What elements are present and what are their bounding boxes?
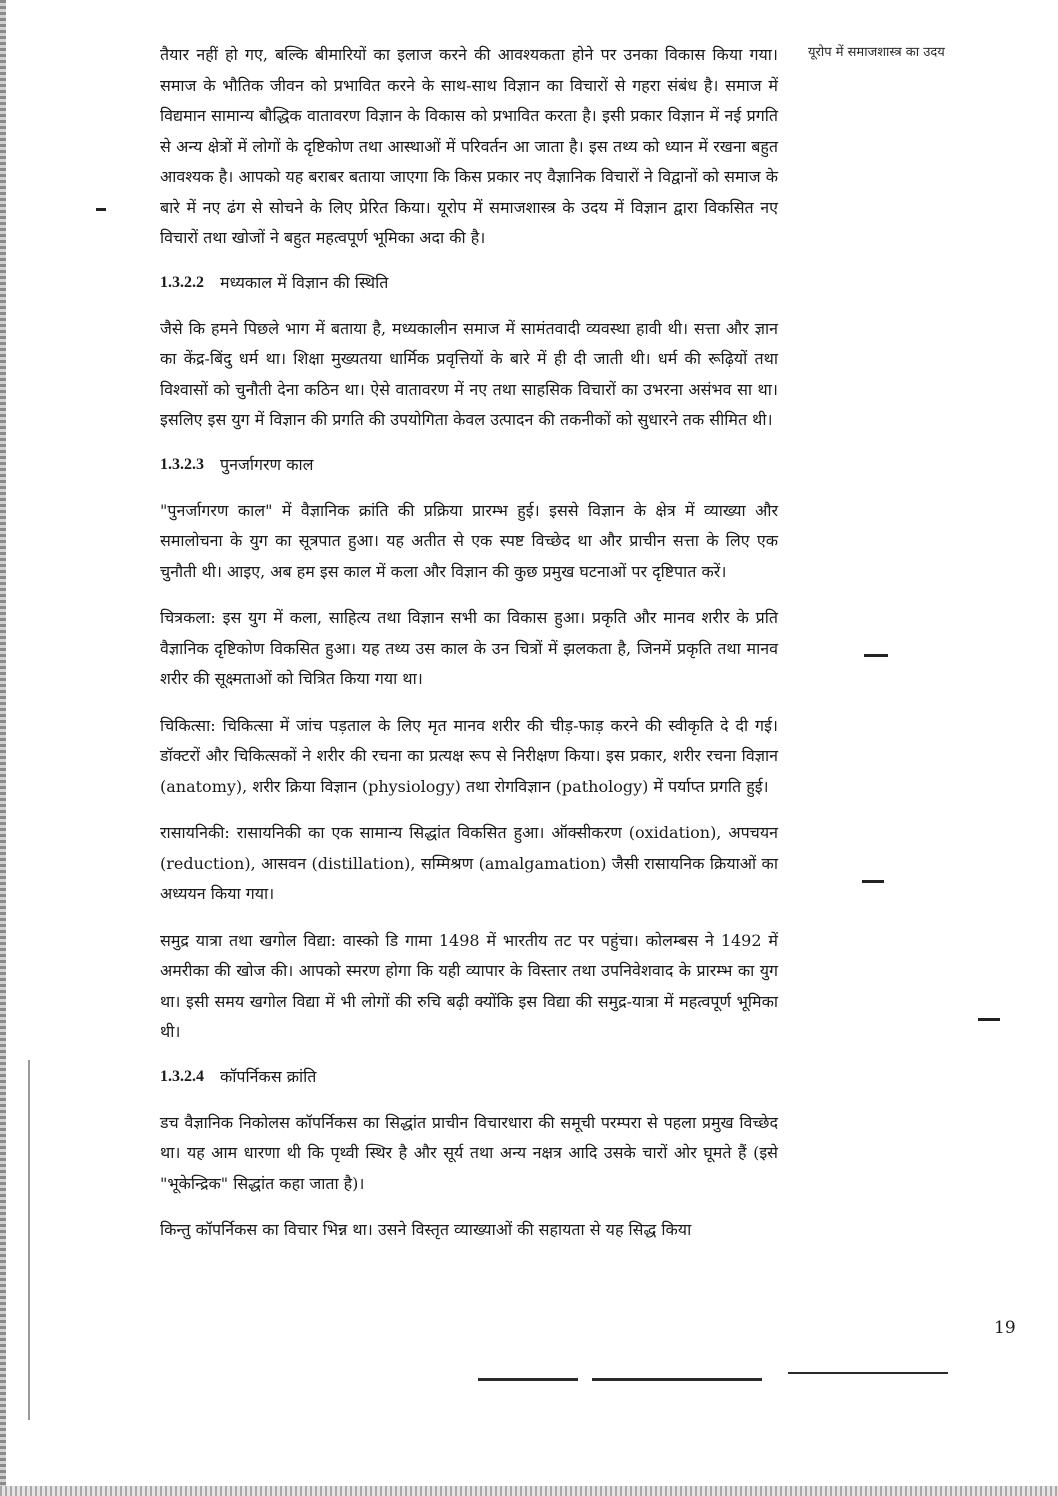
paragraph-copernicus-continued: किन्तु कॉपर्निकस का विचार भिन्न था। उसने विस्तृत व्याख्याओं की सहायता से यह सिद्ध किया [160, 1220, 692, 1239]
paragraph-renaissance: "पुनर्जागरण काल" में वैज्ञानिक क्रांति की प्रक्रिया प्रारम्भ हुई। इससे विज्ञान के क्षेत्र में व्याख्या और समालोचना के युग का सूत्रपात हुआ। यह अतीत से एक स्पष्ट विच्छेद था और प्राचीन सत्ता के लिए एक चुनौती थी। आइए, अब हम इस काल में कला और विज्ञान की कुछ प्रमुख घटनाओं पर दृष्टिपात करें। [160, 500, 778, 581]
section-number: 1.3.2.2 [160, 273, 204, 291]
paragraph-painting: चित्रकला: इस युग में कला, साहित्य तथा विज्ञान सभी का विकास हुआ। प्रकृति और मानव शरीर के प्रति वैज्ञानिक दृष्टिकोण विकसित हुआ। यह तथ्य उस काल के उन चित्रों में झलकता है, जिनमें प्रकृति तथा मानव शरीर की सूक्ष्मताओं को चित्रित किया गया था। [160, 608, 778, 688]
section-heading-1-3-2-3 [160, 452, 778, 478]
paragraph-medicine: चिकित्सा: चिकित्सा में जांच पड़ताल के लिए मृत मानव शरीर की चीड़-फाड़ करने की स्वीकृति दे दी गई। डॉक्टरों और चिकित्सकों ने शरीर की रचना का प्रत्यक्ष रूप से निरीक्षण किया। इस प्रकार, शरीर रचना विज्ञान (anatomy), शरीर क्रिया विज्ञान (physiology) तथा रोगविज्ञान (pathology) में पर्याप्त प्रगति हुई। [160, 715, 778, 796]
scan-dash-mark [862, 880, 884, 883]
section-title: पुनर्जागरण काल [220, 454, 314, 474]
scan-dash-mark [864, 654, 888, 657]
scan-bottom-edge [0, 1486, 1058, 1496]
paragraph-chemistry: रासायनिकी: रासायनिकी का एक सामान्य सिद्धांत विकसित हुआ। ऑक्सीकरण (oxidation), अपचयन (reduction), आसवन (distillation), सम्मिश्रण (amalgamation) जैसी रासायनिक क्रियाओं का अध्ययन किया गया। [160, 823, 778, 903]
paragraph-navigation-astronomy: समुद्र यात्रा तथा खगोल विद्या: वास्को डि गामा 1498 में भारतीय तट पर पहुंचा। कोलम्बस ने 1492 में अमरीका की खोज की। आपको स्मरण होगा कि यही व्यापार के विस्तार तथा उपनिवेशवाद के प्रारम्भ का युग था। इसी समय खगोल विद्या में भी लोगों की रुचि बढ़ी क्योंकि इस विद्या की समुद्र-यात्रा में महत्वपूर्ण भूमिका थी। [160, 930, 778, 1041]
footer-rule-left [478, 1378, 578, 1381]
scan-dash-mark [96, 208, 106, 211]
footer-rule-right [788, 1372, 948, 1374]
scan-left-edge [0, 0, 6, 1496]
scan-binding-mark [28, 1060, 30, 1420]
paragraph-medieval-science: जैसे कि हमने पिछले भाग में बताया है, मध्यकालीन समाज में सामंतवादी व्यवस्था हावी थी। सत्ता और ज्ञान का केंद्र-बिंदु धर्म था। शिक्षा मुख्यतया धार्मिक प्रवृत्तियों के बारे में ही दी जाती थी। धर्म की रूढ़ियों तथा विश्वासों को चुनौती देना कठिन था। ऐसे वातावरण में नए तथा साहसिक विचारों का उभरना असंभव सा था। इसलिए इस युग में विज्ञान की प्रगति की उपयोगिता केवल उत्पादन की तकनीकों को सुधारने तक सीमित थी। [160, 318, 778, 429]
section-number: 1.3.2.3 [160, 455, 204, 473]
section-heading-1-3-2-4 [160, 1064, 778, 1090]
page-body [160, 40, 778, 1262]
section-title: मध्यकाल में विज्ञान की स्थिति [220, 272, 389, 292]
section-title: कॉपर्निकस क्रांति [220, 1066, 317, 1086]
section-number: 1.3.2.4 [160, 1067, 204, 1085]
paragraph-copernicus: डच वैज्ञानिक निकोलस कॉपर्निकस का सिद्धांत प्राचीन विचारधारा की समूची परम्परा से पहला प्रमुख विच्छेद था। यह आम धारणा थी कि पृथ्वी स्थिर है और सूर्य तथा अन्य नक्षत्र आदि उसके चारों ओर घूमते हैं (इसे "भूकेन्द्रिक" सिद्धांत कहा जाता है)। [160, 1112, 779, 1193]
paragraph-science-and-ideas: तैयार नहीं हो गए, बल्कि बीमारियों का इलाज करने की आवश्यकता होने पर उनका विकास किया गया। समाज के भौतिक जीवन को प्रभावित करने के साथ-साथ विज्ञान का विचारों से गहरा संबंध है। समाज में विद्यमान सामान्य बौद्धिक वातावरण विज्ञान के विकास को प्रभावित करता है। इसी प्रकार विज्ञान में नई प्रगति से अन्य क्षेत्रों में लोगों के दृष्टिकोण तथा आस्थाओं में परिवर्तन आ जाता है। इस तथ्य को ध्यान में रखना बहुत आवश्यक है। आपको यह बराबर बताया जाएगा कि किस प्रकार नए वैज्ञानिक विचारों ने विद्वानों को समाज के बारे में नए ढंग से सोचने के लिए प्रेरित किया। यूरोप में समाजशास्त्र के उदय में विज्ञान द्वारा विकसित नए विचारों तथा खोजों ने बहुत महत्वपूर्ण भूमिका अदा की है। [160, 45, 778, 247]
running-head: यूरोप में समाजशास्त्र का उदय [808, 45, 945, 60]
page-number: 19 [994, 1318, 1016, 1338]
footer-rule-middle [592, 1378, 762, 1381]
section-heading-1-3-2-2 [160, 270, 778, 296]
scan-dash-mark [978, 1018, 1000, 1021]
